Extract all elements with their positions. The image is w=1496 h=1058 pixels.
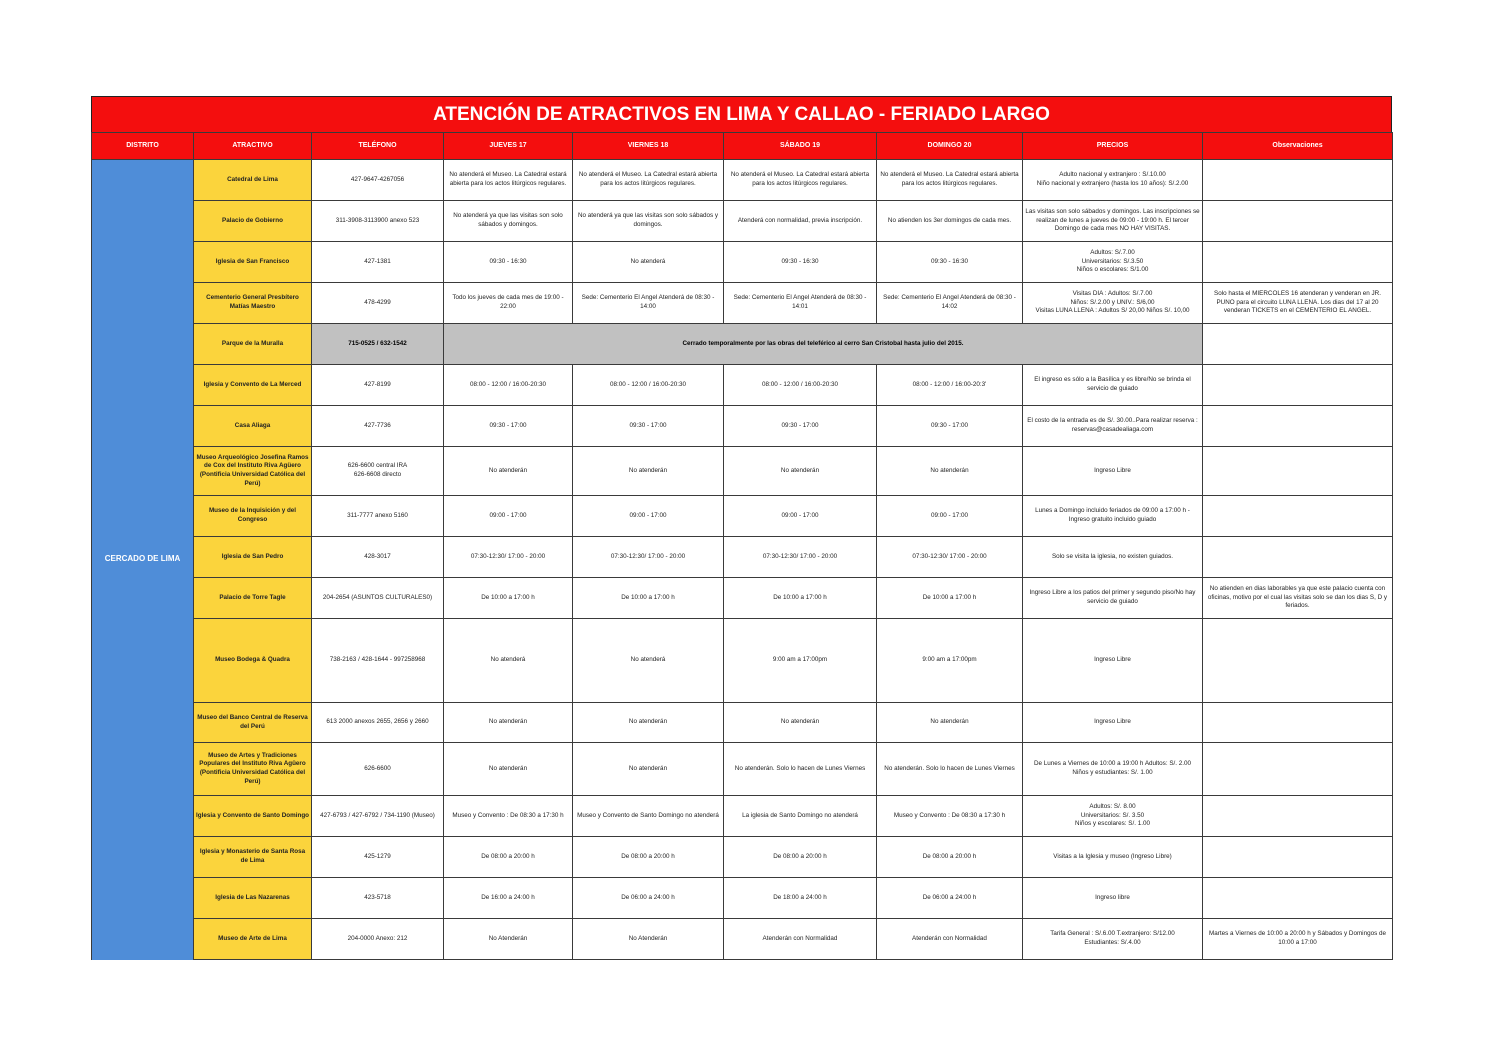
thursday-cell: No atenderán <box>444 743 573 796</box>
prices-cell: Ingreso Libre a los patios del primer y segundo piso/No hay servicio de guiado <box>1023 578 1203 619</box>
thursday-cell: 09:30 - 16:30 <box>444 242 573 283</box>
prices-cell: Tarifa General : S/.6.00 T.extranjero: S/12.00 Estudiantes: S/.4.00 <box>1023 919 1203 960</box>
prices-cell: Ingreso libre <box>1023 878 1203 919</box>
sunday-cell: Sede: Cementerio El Angel Atenderá de 08:30 - 14:02 <box>877 283 1023 324</box>
thursday-cell: 07:30-12:30/ 17:00 - 20:00 <box>444 537 573 578</box>
attraction-cell: Catedral de Lima <box>194 160 312 201</box>
friday-cell: No atenderán <box>573 703 724 743</box>
friday-cell: No atenderán <box>573 743 724 796</box>
saturday-cell: Atenderá con normalidad, previa inscripción. <box>724 201 877 242</box>
prices-cell: Adultos: S/. 8.00 Universitarios: S/. 3.50 Niños y escolares: S/. 1.00 <box>1023 796 1203 837</box>
thursday-cell: No atenderá ya que las visitas son solo sábados y domingos. <box>444 201 573 242</box>
observations-cell: Solo hasta el MIERCOLES 16 atenderan y venderan en JR. PUNO para el circuito LUNA LLENA. Los dias del 17 al 20 venderan TICKETS en el CEMENTERIO EL ANGEL. <box>1203 283 1393 324</box>
phone-cell: 311-7777 anexo 5160 <box>312 496 444 537</box>
prices-cell: Ingreso Libre <box>1023 703 1203 743</box>
prices-cell: Lunes a Domingo incluido feriados de 09:00 a 17:00 h - Ingreso gratuito incluido guiado <box>1023 496 1203 537</box>
table-row <box>92 743 1393 796</box>
attraction-cell: Museo de la Inquisición y del Congreso <box>194 496 312 537</box>
thursday-cell: De 16:00 a 24:00 h <box>444 878 573 919</box>
prices-cell: Ingreso Libre <box>1023 619 1203 703</box>
sunday-cell: De 06:00 a 24:00 h <box>877 878 1023 919</box>
observations-cell <box>1203 619 1393 703</box>
attraction-cell: Iglesia y Convento de La Merced <box>194 365 312 406</box>
observations-cell: Martes a Viernes de 10:00 a 20:00 h y Sábados y Domingos de 10:00 a 17:00 <box>1203 919 1393 960</box>
phone-cell: 427-9647-4267056 <box>312 160 444 201</box>
observations-cell <box>1203 201 1393 242</box>
thursday-cell: No atenderá <box>444 619 573 703</box>
schedule-sheet <box>91 96 1392 960</box>
phone-cell: 626-6600 central IRA 626-6608 directo <box>312 447 444 496</box>
saturday-cell: No atenderán. Solo lo hacen de Lunes Viernes <box>724 743 877 796</box>
header-thursday: JUEVES 17 <box>444 133 573 160</box>
phone-cell: 428-3017 <box>312 537 444 578</box>
attraction-cell: Museo de Arte de Lima <box>194 919 312 960</box>
friday-cell: Sede: Cementerio El Angel Atenderá de 08:30 - 14:00 <box>573 283 724 324</box>
saturday-cell: 09:30 - 16:30 <box>724 242 877 283</box>
observations-cell <box>1203 796 1393 837</box>
saturday-cell: Atenderán con Normalidad <box>724 919 877 960</box>
sunday-cell: De 08:00 a 20:00 h <box>877 837 1023 878</box>
friday-cell: No Atenderán <box>573 919 724 960</box>
sheet-title: ATENCIÓN DE ATRACTIVOS EN LIMA Y CALLAO - FERIADO LARGO <box>91 96 1392 132</box>
phone-cell: 626-6600 <box>312 743 444 796</box>
friday-cell: Museo y Convento de Santo Domingo no atenderá <box>573 796 724 837</box>
phone-cell: 311-3908-3113900 anexo 523 <box>312 201 444 242</box>
header-saturday: SÁBADO 19 <box>724 133 877 160</box>
thursday-cell: De 08:00 a 20:00 h <box>444 837 573 878</box>
table-row <box>92 496 1393 537</box>
thursday-cell: 09:00 - 17:00 <box>444 496 573 537</box>
observations-cell <box>1203 537 1393 578</box>
table-row <box>92 878 1393 919</box>
thursday-cell: No atenderán <box>444 447 573 496</box>
attraction-cell: Iglesia y Convento de Santo Domingo <box>194 796 312 837</box>
observations-cell <box>1203 365 1393 406</box>
friday-cell: De 08:00 a 20:00 h <box>573 837 724 878</box>
saturday-cell: De 18:00 a 24:00 h <box>724 878 877 919</box>
attractions-table <box>91 132 1393 960</box>
thursday-cell: 09:30 - 17:00 <box>444 406 573 447</box>
observations-cell <box>1203 447 1393 496</box>
saturday-cell: 09:30 - 17:00 <box>724 406 877 447</box>
prices-cell: Visitas DIA : Adultos: S/.7.00 Niños: S/.2.00 y UNIV.: S/6,00 Visitas LUNA LLENA : Adultos S/ 20,00 Niños S/. 10,00 <box>1023 283 1203 324</box>
friday-cell: 08:00 - 12:00 / 16:00-20:30 <box>573 365 724 406</box>
prices-cell: Adultos: S/.7.00 Universitarios: S/.3.50 Niños o escolares: S/1.00 <box>1023 242 1203 283</box>
sunday-cell: 07:30-12:30/ 17:00 - 20:00 <box>877 537 1023 578</box>
observations-cell <box>1203 406 1393 447</box>
header-phone: TELÉFONO <box>312 133 444 160</box>
table-row <box>92 447 1393 496</box>
phone-cell: 427-6793 / 427-6792 / 734-1190 (Museo) <box>312 796 444 837</box>
friday-cell: 09:30 - 17:00 <box>573 406 724 447</box>
header-prices: PRECIOS <box>1023 133 1203 160</box>
sunday-cell: No atenderán <box>877 703 1023 743</box>
thursday-cell: De 10:00 a 17:00 h <box>444 578 573 619</box>
table-row <box>92 242 1393 283</box>
observations-cell <box>1203 878 1393 919</box>
table-row <box>92 578 1393 619</box>
sunday-cell: No atenderá el Museo. La Catedral estará abierta para los actos litúrgicos regulares. <box>877 160 1023 201</box>
table-row <box>92 406 1393 447</box>
saturday-cell: No atenderán <box>724 703 877 743</box>
table-row <box>92 324 1393 365</box>
observations-cell <box>1203 160 1393 201</box>
friday-cell: No atenderá <box>573 242 724 283</box>
observations-cell <box>1203 242 1393 283</box>
attraction-cell: Iglesia de Las Nazarenas <box>194 878 312 919</box>
observations-cell <box>1203 496 1393 537</box>
phone-cell: 613 2000 anexos 2655, 2656 y 2660 <box>312 703 444 743</box>
saturday-cell: 07:30-12:30/ 17:00 - 20:00 <box>724 537 877 578</box>
prices-cell: Las visitas son solo sábados y domingos. Las inscripciones se realizan de lunes a jueves de 09:00 - 19:00 h. El tercer Domingo de cada mes NO HAY VISITAS. <box>1023 201 1203 242</box>
prices-cell: El costo de la entrada es de S/. 30.00..Para realizar reserva : reservas@casadealiaga.com <box>1023 406 1203 447</box>
thursday-cell: 08:00 - 12:00 / 16:00-20:30 <box>444 365 573 406</box>
sunday-cell: No atenderán <box>877 447 1023 496</box>
phone-cell: 204-2654 (ASUNTOS CULTURALES0) <box>312 578 444 619</box>
thursday-cell: Todo los jueves de cada mes de 19:00 - 22:00 <box>444 283 573 324</box>
district-cell: CERCADO DE LIMA <box>92 160 194 960</box>
attraction-cell: Iglesia de San Francisco <box>194 242 312 283</box>
prices-cell: Visitas a la Iglesia y museo (Ingreso Libre) <box>1023 837 1203 878</box>
observations-cell <box>1203 743 1393 796</box>
table-row <box>92 837 1393 878</box>
saturday-cell: La iglesia de Santo Domingo no atenderá <box>724 796 877 837</box>
saturday-cell: De 08:00 a 20:00 h <box>724 837 877 878</box>
attraction-cell: Palacio de Torre Tagle <box>194 578 312 619</box>
table-row <box>92 619 1393 703</box>
sunday-cell: 08:00 - 12:00 / 16:00-20:3' <box>877 365 1023 406</box>
header-row <box>92 133 1393 160</box>
saturday-cell: 08:00 - 12:00 / 16:00-20:30 <box>724 365 877 406</box>
attraction-cell: Museo Arqueológico Josefina Ramos de Cox del Instituto Riva Agüero (Pontificia Universidad Católica del Perú) <box>194 447 312 496</box>
table-row <box>92 160 1393 201</box>
attraction-cell: Museo de Artes y Tradiciones Populares del Instituto Riva Agüero (Pontificia Universidad Católica del Perú) <box>194 743 312 796</box>
saturday-cell: De 10:00 a 17:00 h <box>724 578 877 619</box>
sunday-cell: No atenderán. Solo lo hacen de Lunes Viernes <box>877 743 1023 796</box>
friday-cell: No atenderá el Museo. La Catedral estará abierta para los actos litúrgicos regulares. <box>573 160 724 201</box>
header-sunday: DOMINGO 20 <box>877 133 1023 160</box>
attraction-cell: Museo del Banco Central de Reserva del Perú <box>194 703 312 743</box>
observations-cell <box>1203 703 1393 743</box>
saturday-cell: Sede: Cementerio El Angel Atenderá de 08:30 - 14:01 <box>724 283 877 324</box>
phone-cell: 425-1279 <box>312 837 444 878</box>
table-row <box>92 201 1393 242</box>
thursday-cell: No Atenderán <box>444 919 573 960</box>
table-row <box>92 365 1393 406</box>
prices-cell: Solo se visita la iglesia, no existen guiados. <box>1023 537 1203 578</box>
table-row <box>92 283 1393 324</box>
attraction-cell: Casa Aliaga <box>194 406 312 447</box>
friday-cell: No atenderán <box>573 447 724 496</box>
attraction-cell: Museo Bodega & Quadra <box>194 619 312 703</box>
prices-cell: El ingreso es sólo a la Basílica y es libre/No se brinda el servicio de guiado <box>1023 365 1203 406</box>
phone-cell: 427-1381 <box>312 242 444 283</box>
sunday-cell: Museo y Convento : De 08:30 a 17:30 h <box>877 796 1023 837</box>
header-friday: VIERNES 18 <box>573 133 724 160</box>
header-observations: Observaciones <box>1203 133 1393 160</box>
phone-cell: 427-7736 <box>312 406 444 447</box>
prices-cell: Adulto nacional y extranjero : S/.10.00 Niño nacional y extranjero (hasta los 10 años): S/.2.00 <box>1023 160 1203 201</box>
thursday-cell: No atenderán <box>444 703 573 743</box>
saturday-cell: 9:00 am a 17:00pm <box>724 619 877 703</box>
thursday-cell: No atenderá el Museo. La Catedral estará abierta para los actos litúrgicos regulares. <box>444 160 573 201</box>
saturday-cell: 09:00 - 17:00 <box>724 496 877 537</box>
sunday-cell: De 10:00 a 17:00 h <box>877 578 1023 619</box>
attraction-cell: Cementerio General Presbítero Matías Maestro <box>194 283 312 324</box>
header-attraction: ATRACTIVO <box>194 133 312 160</box>
sunday-cell: Atenderán con Normalidad <box>877 919 1023 960</box>
sunday-cell: No atienden los 3er domingos de cada mes. <box>877 201 1023 242</box>
observations-cell: No atienden en dias laborables ya que este palacio cuenta con oficinas, motivo por el cual las visitas solo se dan los dias S, D y feriados. <box>1203 578 1393 619</box>
table-row <box>92 703 1393 743</box>
closed-notice-cell: Cerrado temporalmente por las obras del teleférico al cerro San Cristobal hasta julio del 2015. <box>444 324 1203 365</box>
friday-cell: De 06:00 a 24:00 h <box>573 878 724 919</box>
phone-cell: 738-2163 / 428-1644 - 997258968 <box>312 619 444 703</box>
phone-cell: 427-8199 <box>312 365 444 406</box>
attraction-cell: Palacio de Gobierno <box>194 201 312 242</box>
observations-cell <box>1203 837 1393 878</box>
saturday-cell: No atenderá el Museo. La Catedral estará abierta para los actos litúrgicos regulares. <box>724 160 877 201</box>
sunday-cell: 09:30 - 17:00 <box>877 406 1023 447</box>
phone-cell: 715-0525 / 632-1542 <box>312 324 444 365</box>
attraction-cell: Iglesia y Monasterio de Santa Rosa de Lima <box>194 837 312 878</box>
saturday-cell: No atenderán <box>724 447 877 496</box>
friday-cell: No atenderá <box>573 619 724 703</box>
sunday-cell: 09:00 - 17:00 <box>877 496 1023 537</box>
thursday-cell: Museo y Convento : De 08:30 a 17:30 h <box>444 796 573 837</box>
observations-cell <box>1203 324 1393 365</box>
attraction-cell: Parque de la Muralla <box>194 324 312 365</box>
table-row <box>92 919 1393 960</box>
table-row <box>92 537 1393 578</box>
friday-cell: 07:30-12:30/ 17:00 - 20:00 <box>573 537 724 578</box>
friday-cell: No atenderá ya que las visitas son solo sábados y domingos. <box>573 201 724 242</box>
prices-cell: Ingreso Libre <box>1023 447 1203 496</box>
phone-cell: 204-0000 Anexo: 212 <box>312 919 444 960</box>
header-district: DISTRITO <box>92 133 194 160</box>
sunday-cell: 09:30 - 16:30 <box>877 242 1023 283</box>
table-row <box>92 796 1393 837</box>
phone-cell: 423-5718 <box>312 878 444 919</box>
friday-cell: De 10:00 a 17:00 h <box>573 578 724 619</box>
friday-cell: 09:00 - 17:00 <box>573 496 724 537</box>
sunday-cell: 9:00 am a 17:00pm <box>877 619 1023 703</box>
prices-cell: De Lunes a Viernes de 10:00 a 19:00 h Adultos: S/. 2.00 Niños y estudiantes: S/. 1.00 <box>1023 743 1203 796</box>
phone-cell: 478-4299 <box>312 283 444 324</box>
attraction-cell: Iglesia de San Pedro <box>194 537 312 578</box>
